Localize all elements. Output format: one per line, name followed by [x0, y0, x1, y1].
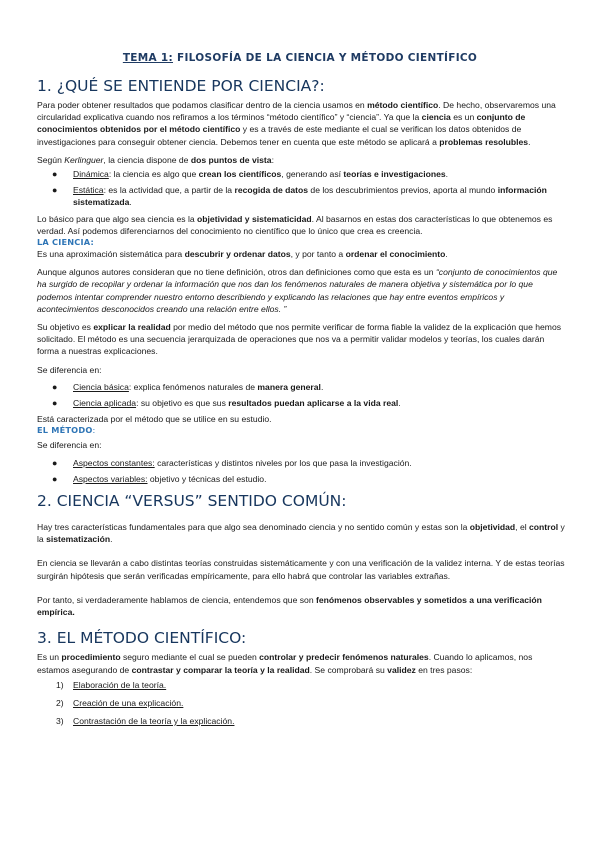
text-run: recogida de datos [234, 185, 309, 196]
text-run: Ciencia básica [73, 381, 129, 392]
step-number: 3) [56, 716, 64, 727]
text-run: contrastar y comparar la teoría y la realidad [131, 664, 310, 675]
step-label: Contrastación de la teoría y la explicación. [73, 716, 235, 727]
text-run: . De hecho, observaremos una circularidad explicativa cuando nos refiramos a los términos “método científico” y “ciencia”. Ya que la [37, 100, 556, 123]
text-run: procedimiento [61, 652, 121, 663]
paragraph [37, 154, 565, 166]
text-run: resultados puedan aplicarse a la vida real [228, 398, 399, 409]
method-steps-list [37, 679, 565, 728]
text-run: . [129, 197, 132, 208]
text-run: es un [450, 112, 477, 123]
text-run: : su objetivo es que sus [136, 398, 229, 409]
paragraph [37, 651, 565, 675]
text-run: : la ciencia es algo que [108, 169, 199, 180]
text-run: Aspectos variables: [73, 473, 148, 484]
list-item-text [73, 474, 266, 484]
text-run: Ciencia aplicada [73, 398, 137, 409]
text-run: y es a través de este mediante el cual se verifican los datos obtenidos de investigaciones para conseguir obtener ciencia. Debemos tener en cuenta que este método se aplicará a [37, 124, 522, 147]
text-run: sistematización [46, 534, 111, 545]
text-run: dos puntos de vista [190, 154, 272, 165]
text-run: explicar la realidad [93, 322, 171, 333]
text-run: objetividad [469, 522, 516, 533]
bullet-icon: ● [52, 473, 58, 484]
method-aspects-list [37, 457, 565, 485]
text-run: ordenar el conocimiento [345, 249, 446, 260]
text-run: “conjunto de conocimientos que ha surgido de recopilar y ordenar la información que nos dan los fenómenos naturales de manera objetiva y sistemática por lo que podemos intentar comprender nuestro entorno describiendo y explicando las relaciones que hay entre eventos empíricos y acontecimientos desconocidos creando una relación entre ellos. ” [37, 267, 558, 314]
text-run: , y por tanto a [290, 249, 346, 260]
text-run: Su objetivo es [37, 322, 94, 333]
bullet-icon: ● [52, 457, 58, 468]
section-2-heading: 2. CIENCIA “VERSUS” SENTIDO COMÚN: [37, 492, 347, 511]
text-run: Es un [37, 652, 62, 663]
paragraph [37, 266, 565, 315]
science-types-list [37, 381, 565, 409]
text-run: controlar y predecir fenómenos naturales [259, 652, 429, 663]
title-text: FILOSOFÍA DE LA CIENCIA Y MÉTODO CIENTÍFICO [173, 52, 478, 64]
paragraph [37, 213, 565, 237]
text-run: : [271, 154, 274, 165]
text-run: Según [37, 154, 65, 165]
bullet-icon: ● [52, 381, 58, 392]
text-run: de los descubrimientos previos, aporta al mundo [308, 185, 498, 196]
paragraph [37, 557, 565, 581]
text-run: . Cuando lo aplicamos, nos estamos asegurando de [37, 652, 533, 675]
text-run: . [528, 136, 531, 147]
bullet-icon: ● [52, 398, 58, 409]
list-item [37, 381, 565, 393]
list-item [37, 697, 565, 709]
paragraph [37, 594, 565, 618]
paragraph: Está caracterizada por el método que se utilice en su estudio. [37, 414, 272, 425]
text-run: objetividad y sistematicidad [197, 213, 312, 224]
document-body [37, 76, 565, 733]
text-run: Kerlinguer [64, 154, 104, 165]
text-run: . Se comprobará su [309, 664, 388, 675]
text-run: crean los científicos [198, 169, 282, 180]
text-run: . [445, 169, 449, 180]
text-run: Lo básico para que algo sea ciencia es la [37, 213, 198, 224]
text-run: información sistematizada [73, 185, 547, 208]
text-run: Por tanto, si verdaderamente hablamos de ciencia, entendemos que son [37, 594, 316, 605]
text-run: en tres pasos: [415, 664, 473, 675]
text-run: , generando así [281, 169, 344, 180]
paragraph [37, 248, 565, 260]
text-run: manera general [257, 381, 321, 392]
text-run: Aunque algunos autores consideran que no tiene definición, otros dan definiciones como que esta es un [37, 267, 436, 278]
text-run: . [445, 249, 448, 260]
list-item [37, 397, 565, 409]
section-3-heading: 3. EL MÉTODO CIENTÍFICO: [37, 629, 247, 648]
paragraph: Se diferencia en: [37, 440, 102, 451]
subheading-text: EL MÉTODO [37, 425, 93, 436]
text-run: Aspectos constantes: [73, 457, 155, 468]
text-run: por medio del método que nos permite verificar de forma fiable la validez de la explicación que hemos solicitado. El método es una secuencia jerarquizada de operaciones que nos va a permitir validar modelos y teorías, los cuales darán forma a nuestras explicaciones. [37, 322, 562, 357]
bullet-icon: ● [52, 185, 58, 196]
text-run: . [110, 534, 113, 545]
text-run: teorías e investigaciones [343, 169, 446, 180]
list-item-text [73, 185, 547, 207]
text-run: : es la actividad que, a partir de la [103, 185, 235, 196]
text-run: : explica fenómenos naturales de [128, 381, 258, 392]
step-number: 2) [56, 697, 64, 708]
text-run: , la ciencia dispone de [103, 154, 191, 165]
bullet-icon: ● [52, 169, 58, 180]
text-run: Dinámica [73, 169, 109, 180]
text-run: descubrir y ordenar datos [184, 249, 291, 260]
list-item [37, 715, 565, 727]
step-number: 1) [56, 679, 64, 690]
subheading-colon: : [92, 425, 96, 436]
section-1-heading: 1. ¿QUÉ SE ENTIENDE POR CIENCIA?: [37, 77, 325, 95]
text-run: . [320, 381, 324, 392]
list-item [37, 184, 565, 208]
text-run: y la [37, 522, 565, 545]
text-run: . Al basarnos en estas dos características lo que obtenemos es verdad. Así podemos diferenciarnos del conocimiento no científico que lo único que crea es creencia. [37, 213, 553, 236]
paragraph [37, 521, 565, 545]
viewpoints-list [37, 168, 565, 209]
text-run: fenómenos observables y sometidos a una verificación empírica. [37, 594, 542, 618]
text-run: Estática [73, 185, 104, 196]
text-run: problemas resolubles [439, 136, 529, 147]
text-run: objetivo y técnicas del estudio. [147, 473, 267, 484]
text-run: En ciencia se llevarán a cabo distintas teorías construidas sistemáticamente y con una verificación de la validez interna. Y de estas teorías surgirán hipótesis que serán verificadas empíricamente, para ello habrá que controlar las variables extrañas. [37, 558, 565, 581]
text-run: ciencia [421, 112, 451, 123]
text-run: seguro mediante el cual se pueden [120, 652, 260, 663]
subheading-la-ciencia: LA CIENCIA: [37, 237, 94, 248]
paragraph: Se diferencia en: [37, 364, 102, 375]
list-item [37, 473, 565, 485]
text-run: , el [515, 522, 530, 533]
step-label: Elaboración de la teoría. [73, 679, 167, 690]
subheading-el-metodo [37, 425, 565, 436]
list-item-text [73, 382, 323, 392]
list-item [37, 679, 565, 691]
list-item-text [73, 458, 412, 468]
text-run: conjunto de conocimientos obtenidos por el método científico [37, 112, 526, 135]
list-item [37, 457, 565, 469]
text-run: Hay tres características fundamentales para que algo sea denominado ciencia y no sentido común y estas son la [37, 522, 470, 533]
paragraph [37, 99, 565, 148]
text-run: método científico [367, 100, 439, 110]
text-run: validez [387, 664, 416, 675]
text-run: Para poder obtener resultados que podamos clasificar dentro de la ciencia usamos en [37, 100, 368, 110]
list-item [37, 168, 565, 180]
list-item-text [73, 169, 448, 179]
list-item-text [73, 398, 401, 408]
title-prefix: TEMA 1: [122, 52, 174, 64]
text-run: Es una aproximación sistemática para [37, 249, 185, 260]
document-title [0, 52, 600, 64]
text-run: características y distintos niveles por los que pasa la investigación. [154, 457, 412, 468]
text-run: control [529, 522, 559, 533]
step-label: Creación de una explicación. [73, 697, 184, 708]
text-run: . [398, 398, 401, 409]
paragraph [37, 321, 565, 358]
